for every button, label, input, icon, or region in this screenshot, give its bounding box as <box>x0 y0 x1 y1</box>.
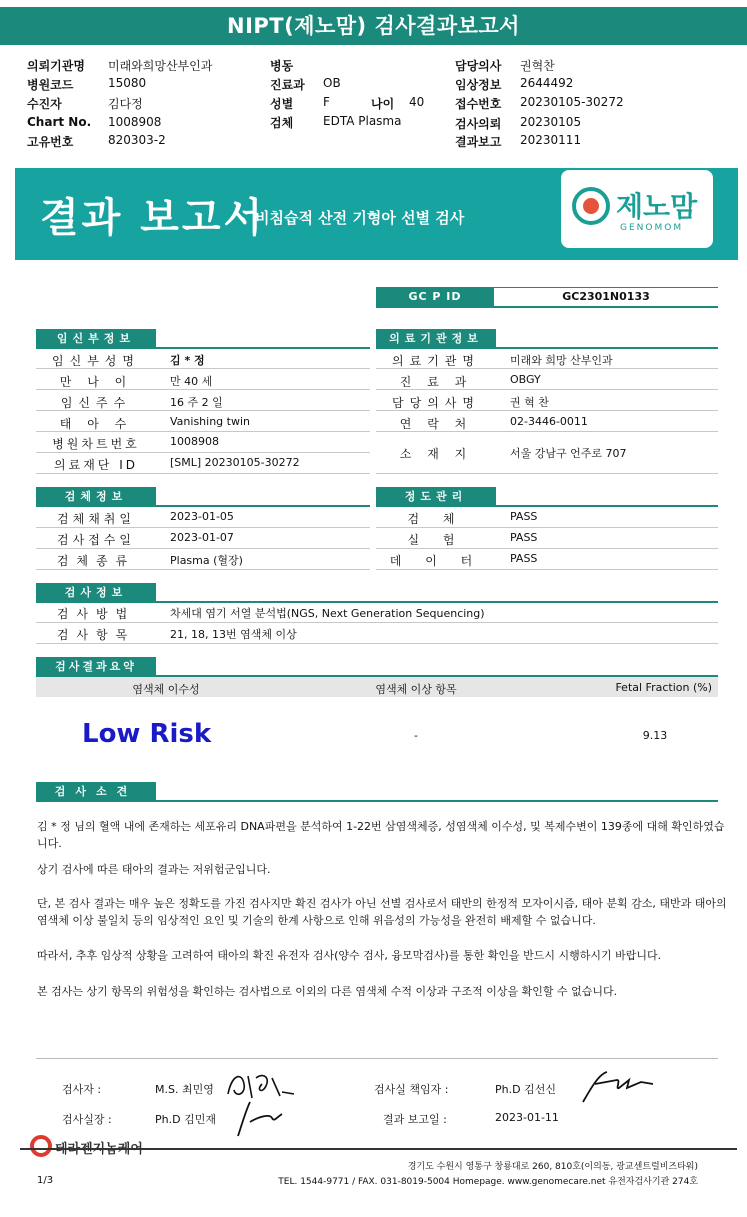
specimen-section-title: 검체정보 <box>36 487 156 506</box>
header-label: 임상정보 <box>455 78 502 92</box>
row-divider <box>36 569 370 570</box>
header-value: 15080 <box>108 76 147 90</box>
row-divider <box>36 473 370 474</box>
lab-head-label: 검사실 책임자 : <box>374 1083 449 1096</box>
row-divider <box>36 410 370 411</box>
institution-label: 소 재 지 <box>399 447 473 461</box>
divider <box>376 306 718 308</box>
row-divider <box>36 643 718 644</box>
pregnancy-label: 의료재단 ID <box>54 458 138 472</box>
header-label: 검사의뢰 <box>455 117 502 131</box>
header-value: 미래와희망산부인과 <box>108 59 213 73</box>
divider <box>376 505 718 507</box>
findings-paragraph: 상기 검사에 따른 태아의 결과는 저위험군입니다. <box>37 863 271 876</box>
pregnancy-value: 김 * 정 <box>170 354 205 367</box>
institution-value: 미래와 희망 산부인과 <box>510 354 613 367</box>
summary-section-title: 검사결과요약 <box>36 657 156 676</box>
institution-label: 진 료 과 <box>399 375 473 389</box>
test-value: 21, 18, 13번 염색체 이상 <box>170 628 297 641</box>
header-label: 진료과 <box>270 78 305 92</box>
header-label: 병동 <box>270 59 294 73</box>
header-value: 권혁찬 <box>520 59 555 73</box>
gcpid-value: GC2301N0133 <box>562 290 650 303</box>
findings-paragraph: 단, 본 검사 결과는 매우 높은 정확도를 가진 검사지만 확진 검사가 아닌 선별 검사로서 태반의 한정적 모자이시즘, 태아 분획 감소, 태반과 태아의 염색체 이상 불일치 등의 임상적인 요인 및 기술의 한계 사항으로 인해 위음성의 가능성을 완전히 배제할 수 없습니다. <box>37 897 727 927</box>
header-label: 의뢰기관명 <box>27 59 85 73</box>
row-divider <box>36 389 370 390</box>
pregnancy-value: 만 40 세 <box>170 375 213 388</box>
chief-name: Ph.D 김민재 <box>155 1113 216 1126</box>
institution-value: 서울 강남구 언주로 707 <box>510 447 627 460</box>
divider <box>36 505 370 507</box>
qc-value: PASS <box>510 531 538 544</box>
logo-dot-icon <box>583 198 599 214</box>
header-value: 820303-2 <box>108 133 166 147</box>
report-title: NIPT(제노맘) 검사결과보고서 <box>0 7 747 45</box>
qc-label: 실 험 <box>407 533 465 547</box>
pregnancy-label: 임신부성명 <box>52 354 140 368</box>
findings-paragraph: 본 검사는 상기 항목의 위험성을 확인하는 검사법으로 이외의 다른 염색체 수적 이상과 구조적 이상을 확인할 수 없습니다. <box>37 985 618 998</box>
pregnancy-value: Vanishing twin <box>170 415 250 428</box>
summary-col-aneuploidy: 염색체 이수성 <box>132 683 200 696</box>
row-divider <box>376 410 718 411</box>
specimen-label: 검체종류 <box>56 554 136 568</box>
header-label: 성별 <box>270 97 294 111</box>
pregnancy-section-title: 임신부정보 <box>36 329 156 348</box>
chief-label: 검사실장 : <box>62 1113 112 1126</box>
specimen-label: 검사접수일 <box>57 533 135 547</box>
row-divider <box>36 452 370 453</box>
institution-value: 02-3446-0011 <box>510 415 588 428</box>
row-divider <box>376 548 718 549</box>
abnormal-value: - <box>414 729 418 742</box>
row-divider <box>36 368 370 369</box>
institution-label: 의료기관명 <box>392 354 480 368</box>
pregnancy-value: [SML] 20230105-30272 <box>170 456 300 469</box>
risk-result: Low Risk <box>82 719 212 749</box>
report-date-label: 결과 보고일 : <box>383 1113 447 1126</box>
divider <box>36 347 370 349</box>
chief-signature <box>230 1096 290 1142</box>
summary-col-abnormal: 염색체 이상 항목 <box>375 683 457 696</box>
institution-label: 연 락 처 <box>399 417 473 431</box>
header-value: F <box>323 95 330 109</box>
summary-col-ff: Fetal Fraction (%) <box>615 681 712 694</box>
header-label: 수진자 <box>27 97 62 111</box>
header-value: 1008908 <box>108 115 162 129</box>
header-value: 20230105 <box>520 115 582 129</box>
header-label: 검체 <box>270 116 294 130</box>
logo-text: 제노맘 <box>616 190 698 223</box>
pregnancy-value: 16 주 2 일 <box>170 396 223 409</box>
footer-divider <box>20 1148 737 1150</box>
header-value: 김다정 <box>108 97 143 111</box>
fetal-fraction-value: 9.13 <box>642 729 668 742</box>
qc-value: PASS <box>510 552 538 565</box>
row-divider <box>376 473 718 474</box>
qc-label: 데 이 터 <box>389 554 483 568</box>
divider <box>36 800 718 802</box>
pregnancy-label: 병원차트번호 <box>52 437 140 451</box>
banner-subtitle: 비침습적 산전 기형아 선별 검사 <box>255 209 465 227</box>
specimen-value: 2023-01-07 <box>170 531 234 544</box>
footer-address: 경기도 수원시 영통구 창룡대로 260, 810호(이의동, 광교센트럴비즈타워) <box>407 1162 698 1172</box>
banner-title: 결과 보고서 <box>40 195 266 241</box>
header-label: Chart No. <box>27 115 92 129</box>
qc-value: PASS <box>510 510 538 523</box>
institution-value: OBGY <box>510 373 541 386</box>
theragen-logo-icon <box>30 1135 52 1157</box>
findings-section-title: 검사소견 <box>36 782 156 801</box>
pregnancy-value: 1008908 <box>170 435 219 448</box>
specimen-value: 2023-01-05 <box>170 510 234 523</box>
gcpid-label: GC P ID <box>376 287 494 307</box>
header-label: 담당의사 <box>455 59 502 73</box>
row-divider <box>376 569 718 570</box>
header-value: 20230111 <box>520 133 582 147</box>
header-label: 나이 <box>371 97 395 111</box>
findings-paragraph: 따라서, 추후 임상적 상황을 고려하여 태아의 확진 유전자 검사(양수 검사, 융모막검사)를 통한 확인을 반드시 시행하시기 바랍니다. <box>37 949 662 962</box>
page-number: 1/3 <box>37 1175 54 1186</box>
header-value: OB <box>323 76 341 90</box>
divider <box>376 347 718 349</box>
row-divider <box>36 622 718 623</box>
institution-value: 권 혁 찬 <box>510 396 549 409</box>
report-date: 2023-01-11 <box>495 1111 559 1124</box>
header-label: 접수번호 <box>455 97 502 111</box>
header-label: 고유번호 <box>27 135 74 149</box>
tester-name: M.S. 최민영 <box>155 1083 214 1096</box>
test-value: 차세대 염기 서열 분석법(NGS, Next Generation Sequencing) <box>170 607 485 620</box>
row-divider <box>376 389 718 390</box>
row-divider <box>36 548 370 549</box>
specimen-value: Plasma (혈장) <box>170 554 243 567</box>
lab-head-name: Ph.D 김선신 <box>495 1083 556 1096</box>
header-value: 20230105-30272 <box>520 95 624 109</box>
pregnancy-label: 임신주수 <box>60 396 132 410</box>
institution-label: 담당의사명 <box>392 396 480 410</box>
specimen-label: 검체채취일 <box>57 512 135 526</box>
header-label: 결과보고 <box>455 135 502 149</box>
header-value: 2644492 <box>520 76 574 90</box>
findings-paragraph: 김 * 정 님의 혈액 내에 존재하는 세포유리 DNA파편을 분석하여 1-22번 삼염색체증, 성염색체 이수성, 및 복제수변이 139종에 대해 확인하였습니다. <box>37 820 725 850</box>
header-label: 병원코드 <box>27 78 74 92</box>
divider <box>36 601 718 603</box>
row-divider <box>376 368 718 369</box>
header-value: 40 <box>409 95 425 109</box>
pregnancy-label: 만 나 이 <box>59 375 133 389</box>
lab-head-signature <box>577 1066 657 1106</box>
test-label: 검사방법 <box>56 607 136 621</box>
tester-label: 검사자 : <box>62 1083 102 1096</box>
test-label: 검사항목 <box>56 628 136 642</box>
row-divider <box>36 527 370 528</box>
qc-label: 검 체 <box>407 512 465 526</box>
footer-contact: TEL. 1544-9771 / FAX. 031-8019-5004 Homepage. www.genomecare.net 유전자검사기관 274호 <box>278 1177 698 1187</box>
divider <box>36 1058 718 1059</box>
qc-section-title: 정도관리 <box>376 487 496 506</box>
institution-section-title: 의료기관정보 <box>376 329 496 348</box>
pregnancy-label: 태 아 수 <box>59 417 133 431</box>
row-divider <box>376 431 718 432</box>
logo-subtext: GENOMOM <box>620 223 684 233</box>
header-value: EDTA Plasma <box>323 114 402 128</box>
test-section-title: 검사정보 <box>36 583 156 602</box>
row-divider <box>36 431 370 432</box>
row-divider <box>376 527 718 528</box>
